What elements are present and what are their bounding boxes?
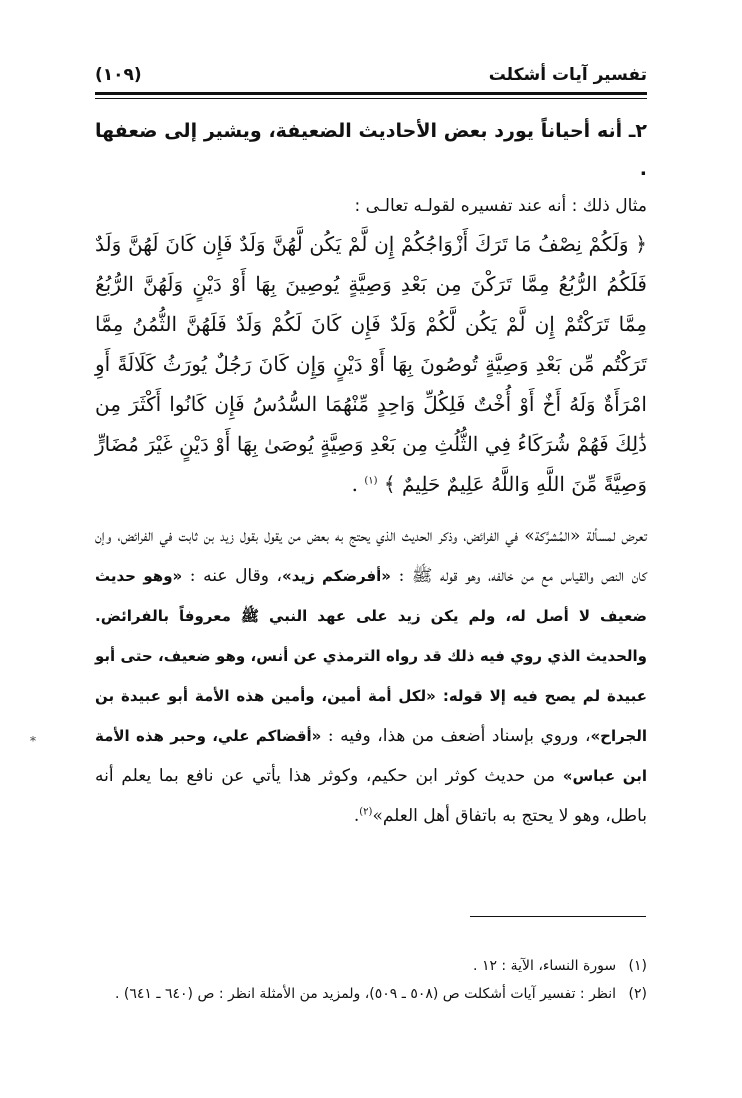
paragraph-text-1: تعرض لمسألة «المُشرَّكة» في الفرائض، وذكر الحديث الذي يحتج به بعض من يقول بقول زيد بن ثابت في الفرائض، وإن كان النص والقياس مع من خالفه، وهو قوله ﷺ : <box>95 526 648 586</box>
section-heading: ٢ـ أنه أحياناً يورد بعض الأحاديث الضعيفة، ويشير إلى ضعفها . <box>95 120 647 180</box>
body-paragraph <box>95 516 647 836</box>
paragraph-footnote-ref: (٢) <box>359 806 373 818</box>
hadith-quote-2: «لكل أمة أمين، وأمين هذه الأمة أبو عبيدة بن الجراح» <box>95 687 648 745</box>
verse-footnote-ref: (١) <box>364 475 378 487</box>
page-number: (١٠٩) <box>95 65 142 85</box>
example-lead: مثال ذلك : أنه عند تفسيره لقولـه تعالـى : <box>354 196 647 216</box>
verse-text: ﴿ وَلَكُمْ نِصْفُ مَا تَرَكَ أَزْوَاجُكُمْ إِن لَّمْ يَكُن لَّهُنَّ وَلَدٌ فَإِن كَانَ لَهُنَّ وَلَدٌ فَلَكُمُ الرُّبُعُ مِمَّا تَرَكْنَ مِن بَعْدِ وَصِيَّةٍ يُوصِينَ بِهَا أَوْ دَيْنٍ وَلَهُنَّ الرُّبُعُ مِمَّا تَرَكْتُمْ إِن لَّمْ يَكُن لَّكُمْ وَلَدٌ فَإِن كَانَ لَكُمْ وَلَدٌ فَلَهُنَّ الثُّمُنُ مِمَّا تَرَكْتُم مِّن بَعْدِ وَصِيَّةٍ تُوصُونَ بِهَا أَوْ دَيْنٍ وَإِن كَانَ رَجُلٌ يُورَثُ كَلَالَةً أَوِ امْرَأَةٌ وَلَهُ أَخٌ أَوْ أُخْتٌ فَلِكُلِّ وَاحِدٍ مِّنْهُمَا السُّدُسُ فَإِن كَانُوا أَكْثَرَ مِن ذَٰلِكَ فَهُمْ شُرَكَاءُ فِي الثُّلُثِ مِن بَعْدِ وَصِيَّةٍ يُوصَىٰ بِهَا أَوْ دَيْنٍ غَيْرَ مُضَارٍّ وَصِيَّةً مِّنَ اللَّهِ وَاللَّهُ عَلِيمٌ حَلِيمٌ ﴾ <box>95 232 647 496</box>
footnote-2 <box>95 980 647 1008</box>
hadith-quote-3: «أقضاكم علي، وحبر هذه الأمة ابن عباس» <box>95 727 648 785</box>
example-intro <box>95 188 647 224</box>
footnotes <box>95 952 647 1008</box>
page-header <box>95 62 647 88</box>
header-rule-thick <box>95 92 647 95</box>
footnote-1 <box>95 952 647 980</box>
paragraph-text-3: ، وروي بإسناد أضعف من هذا، وفيه : <box>327 726 591 746</box>
quran-verse: ﴿ وَلَكُمْ نِصْفُ مَا تَرَكَ أَزْوَاجُكُمْ إِن لَّمْ يَكُن لَّهُنَّ وَلَدٌ فَإِن كَانَ لَهُنَّ وَلَدٌ فَلَكُمُ الرُّبُعُ مِمَّا تَرَكْنَ مِن بَعْدِ وَصِيَّةٍ يُوصِينَ بِهَا أَوْ دَيْنٍ وَلَهُنَّ الرُّبُعُ مِمَّا تَرَكْتُمْ إِن لَّمْ يَكُن لَّكُمْ وَلَدٌ فَإِن كَانَ لَكُمْ وَلَدٌ فَلَهُنَّ الثُّمُنُ مِمَّا تَرَكْتُم مِّن بَعْدِ وَصِيَّةٍ تُوصُونَ بِهَا أَوْ دَيْنٍ وَإِن كَانَ رَجُلٌ يُورَثُ كَلَالَةً أَوِ امْرَأَةٌ وَلَهُ أَخٌ أَوْ أُخْتٌ فَلِكُلِّ وَاحِدٍ مِّنْهُمَا السُّدُسُ فَإِن كَانُوا أَكْثَرَ مِن ذَٰلِكَ فَهُمْ شُرَكَاءُ فِي الثُّلُثِ مِن بَعْدِ وَصِيَّةٍ يُوصَىٰ بِهَا أَوْ دَيْنٍ غَيْرَ مُضَارٍّ وَصِيَّةً مِّنَ اللَّهِ وَاللَّهُ عَلِيمٌ حَلِيمٌ ﴾ $^{(١)}$ . <box>95 232 647 496</box>
footnote-separator <box>470 916 646 917</box>
footnote-number: (١) <box>628 958 647 974</box>
running-title: تفسير آيات أشكلت <box>488 65 647 85</box>
paragraph-text-4: من حديث كوثر ابن حكيم، وكوثر هذا يأتي عن نافع بما يعلم أنه باطل، وهو لا يحتج به باتفاق أهل العلم» <box>95 766 647 826</box>
footnote-text: انظر : تفسير آيات أشكلت ص (٥٠٨ ـ ٥٠٩)، ولمزيد من الأمثلة انظر : ص (٦٤٠ ـ ٦٤١) . <box>115 986 617 1002</box>
footnote-text: سورة النساء، الآية : ١٢ . <box>473 958 617 974</box>
scholar-quote: «وهو حديث ضعيف لا أصل له، ولم يكن زيد على عهد النبي ﷺ معروفاً بالفرائض. والحديث الذي روي فيه ذلك قد رواه الترمذي عن أنس، وهو ضعيف، حتى أبو عبيدة لم يصح فيه إلا قوله: <box>95 567 647 705</box>
paragraph-end: . <box>353 806 360 826</box>
footnote-number: (٢) <box>628 986 647 1002</box>
header-rule-thin <box>95 98 647 99</box>
paragraph-text-2: ، وقال عنه : <box>189 566 283 586</box>
margin-mark: * <box>30 734 36 748</box>
hadith-quote-1: «أفرضكم زيد» <box>282 567 391 585</box>
page-body <box>95 112 647 836</box>
